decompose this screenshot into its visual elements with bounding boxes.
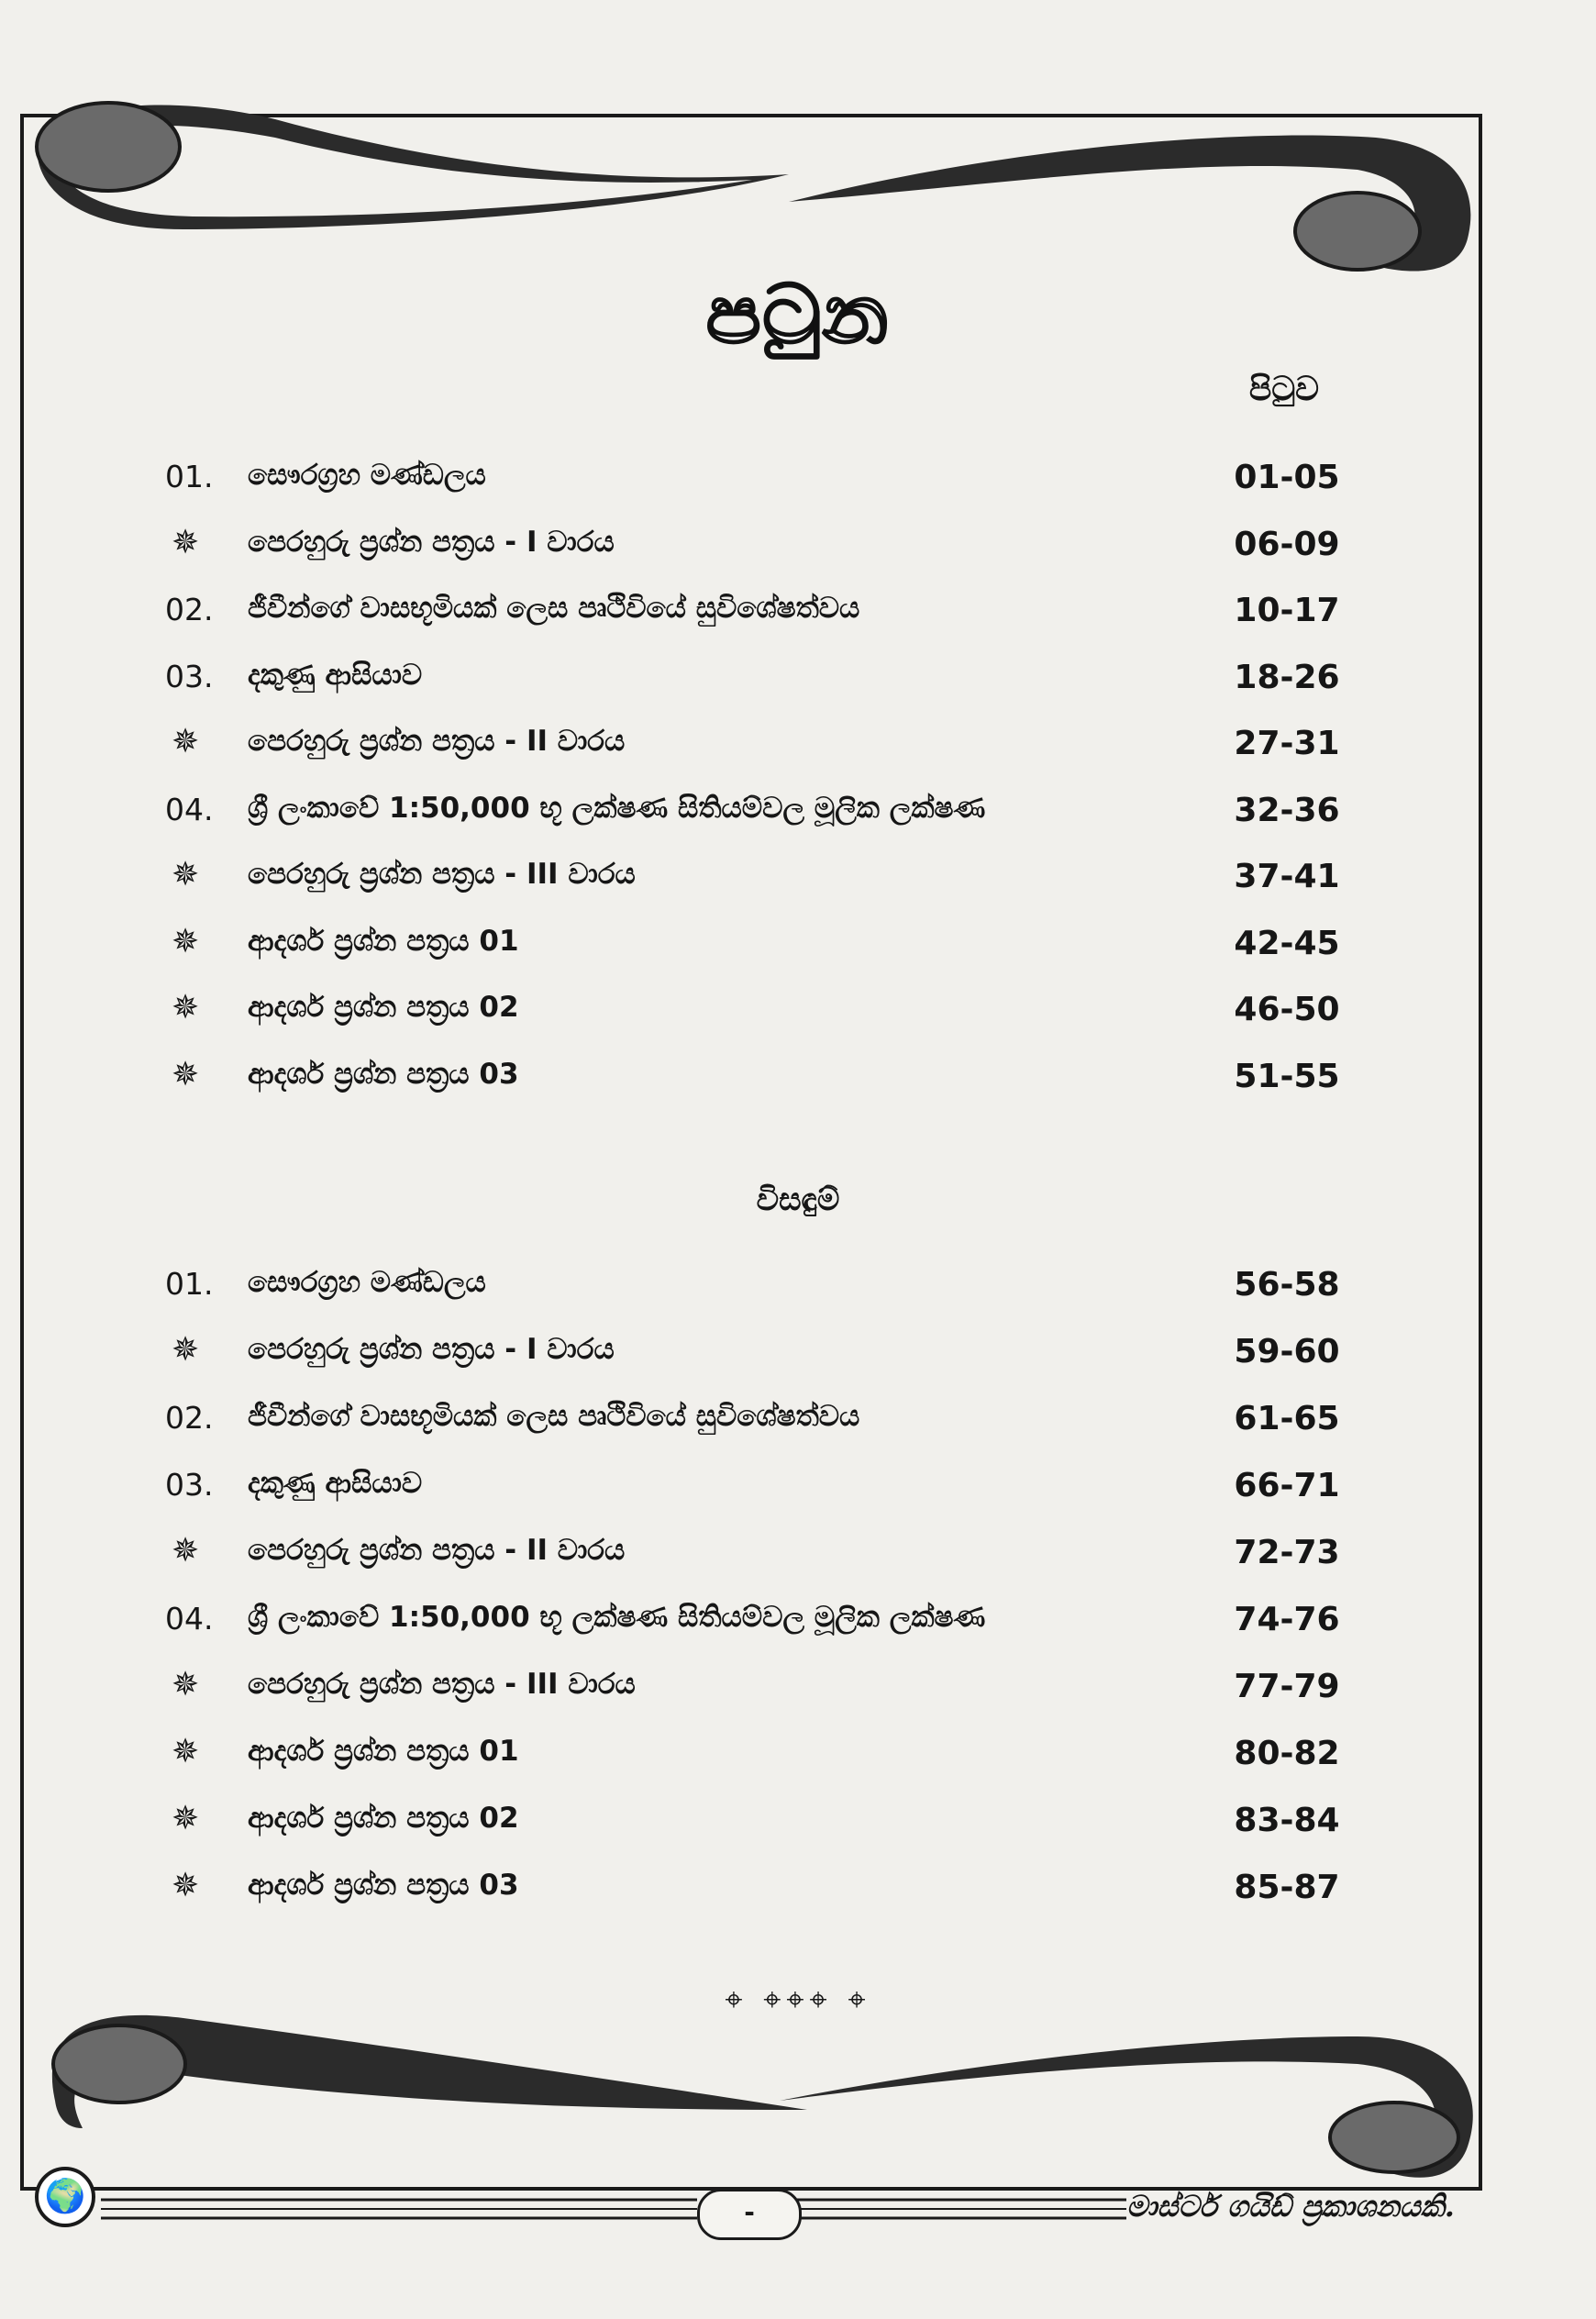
toc-row [0, 1869, 1596, 1924]
toc-title: ආදර්ශ ප්‍රශ්න පත්‍රය 01 [248, 1735, 519, 1768]
toc-row [0, 459, 1596, 514]
toc-title: ජීවීන්ගේ වාසභූමියක් ලෙස පෘථිවියේ සුවිශේෂත්වය [248, 592, 860, 625]
toc-page-range: 56-58 [1234, 1266, 1340, 1304]
page-title: පටුන [705, 266, 891, 361]
section-divider: ⌖ ⌖⌖⌖ ⌖ [725, 1981, 871, 2018]
toc-page-range: 85-87 [1234, 1869, 1340, 1906]
toc-title: පෙරහුරු ප්‍රශ්න පත්‍රය - II වාරය [248, 1534, 626, 1567]
toc-page-range: 66-71 [1234, 1467, 1340, 1504]
toc-title: දකුණු ආසියාව [248, 658, 423, 692]
toc-page-range: 42-45 [1234, 924, 1340, 962]
toc-title: ශ්‍රී ලංකාවේ 1:50,000 භූ ලක්ෂණ සිතියම්වල මූලික ලක්ෂණ [248, 791, 986, 825]
star-bullet-icon: ✵ [172, 1331, 200, 1369]
toc-page-range: 10-17 [1234, 592, 1340, 629]
toc-row [0, 1668, 1596, 1723]
toc-row [0, 991, 1596, 1046]
toc-page-range: 77-79 [1234, 1668, 1340, 1705]
toc-row [0, 1802, 1596, 1857]
toc-row [0, 1266, 1596, 1321]
toc-title: ආදර්ශ ප්‍රශ්න පත්‍රය 03 [248, 1057, 519, 1091]
toc-row [0, 659, 1596, 714]
toc-page-range: 61-65 [1234, 1400, 1340, 1437]
toc-title: ජීවීන්ගේ වාසභූමියක් ලෙස පෘථිවියේ සුවිශේෂත්වය [248, 1400, 860, 1433]
toc-title: දකුණු ආසියාව [248, 1467, 423, 1500]
toc-page-range: 46-50 [1234, 991, 1340, 1028]
star-bullet-icon: ✵ [172, 1733, 200, 1770]
toc-number: 03. [165, 1467, 214, 1503]
star-bullet-icon: ✵ [172, 523, 200, 561]
toc-title: පෙරහුරු ප්‍රශ්න පත්‍රය - I වාරය [248, 525, 615, 559]
toc-row [0, 1601, 1596, 1656]
toc-row [0, 922, 1596, 980]
toc-title: සෞරග්‍රහ මණ්ඩලය [248, 1266, 486, 1299]
top-right-oval [1295, 193, 1420, 270]
toc-page-range: 06-09 [1234, 525, 1340, 563]
toc-page-range: 59-60 [1234, 1333, 1340, 1370]
bottom-right-oval [1330, 2103, 1458, 2172]
toc-number: 02. [165, 1400, 214, 1436]
toc-title: පෙරහුරු ප්‍රශ්න පත්‍රය - III වාරය [248, 858, 636, 891]
toc-title: ශ්‍රී ලංකාවේ 1:50,000 භූ ලක්ෂණ සිතියම්වල මූලික ලක්ෂණ [248, 1601, 986, 1634]
toc-title: පෙරහුරු ප්‍රශ්න පත්‍රය - I වාරය [248, 1333, 615, 1366]
toc-number: 04. [165, 1601, 214, 1637]
page-number: - [697, 2189, 802, 2240]
toc-title: සෞරග්‍රහ මණ්ඩලය [248, 459, 486, 492]
toc-row [0, 858, 1596, 913]
toc-number: 03. [165, 658, 214, 694]
publisher-note: මාස්ටර් ගයිඩ් ප්‍රකාශනයකි. [1126, 2189, 1455, 2224]
star-bullet-icon: ✵ [172, 856, 200, 893]
star-bullet-icon: ✵ [172, 723, 200, 760]
toc-row [0, 523, 1596, 581]
answers-heading: විසඳුම් [756, 1182, 840, 1218]
star-bullet-icon: ✵ [172, 1666, 200, 1703]
bottom-left-oval [53, 2025, 185, 2103]
toc-title: ආදර්ශ ප්‍රශ්න පත්‍රය 03 [248, 1869, 519, 1902]
toc-row [0, 1534, 1596, 1589]
toc-page-range: 01-05 [1234, 459, 1340, 496]
toc-title: ආදර්ශ ප්‍රශ්න පත්‍රය 01 [248, 924, 519, 958]
toc-page-range: 37-41 [1234, 858, 1340, 895]
page-column-label: පිටුව [1248, 371, 1320, 408]
toc-row [0, 1055, 1596, 1113]
star-bullet-icon: ✵ [172, 922, 200, 960]
toc-row [0, 1467, 1596, 1522]
toc-page-range: 83-84 [1234, 1802, 1340, 1839]
toc-number: 02. [165, 592, 214, 627]
star-bullet-icon: ✵ [172, 1055, 200, 1093]
star-bullet-icon: ✵ [172, 1800, 200, 1837]
globe-icon: 🌍 [35, 2167, 95, 2227]
toc-row [0, 1400, 1596, 1455]
toc-page-range: 74-76 [1234, 1601, 1340, 1638]
toc-row [0, 725, 1596, 780]
star-bullet-icon: ✵ [172, 1532, 200, 1570]
toc-number: 01. [165, 1266, 214, 1302]
toc-number: 01. [165, 459, 214, 494]
toc-row [0, 592, 1596, 647]
top-left-oval [37, 103, 180, 191]
toc-number: 04. [165, 791, 214, 827]
toc-page-range: 51-55 [1234, 1057, 1340, 1095]
toc-row [0, 792, 1596, 847]
toc-page-range: 72-73 [1234, 1534, 1340, 1571]
toc-row [0, 1333, 1596, 1388]
toc-page-range: 18-26 [1234, 658, 1340, 696]
toc-title: ආදර්ශ ප්‍රශ්න පත්‍රය 02 [248, 1802, 519, 1835]
toc-page-range: 27-31 [1234, 725, 1340, 762]
toc-title: පෙරහුරු ප්‍රශ්න පත්‍රය - II වාරය [248, 725, 626, 758]
star-bullet-icon: ✵ [172, 989, 200, 1026]
toc-title: පෙරහුරු ප්‍රශ්න පත්‍රය - III වාරය [248, 1668, 636, 1701]
toc-page-range: 32-36 [1234, 791, 1340, 829]
toc-row [0, 1735, 1596, 1790]
toc-page-range: 80-82 [1234, 1735, 1340, 1772]
toc-title: ආදර්ශ ප්‍රශ්න පත්‍රය 02 [248, 991, 519, 1024]
star-bullet-icon: ✵ [172, 1867, 200, 1904]
